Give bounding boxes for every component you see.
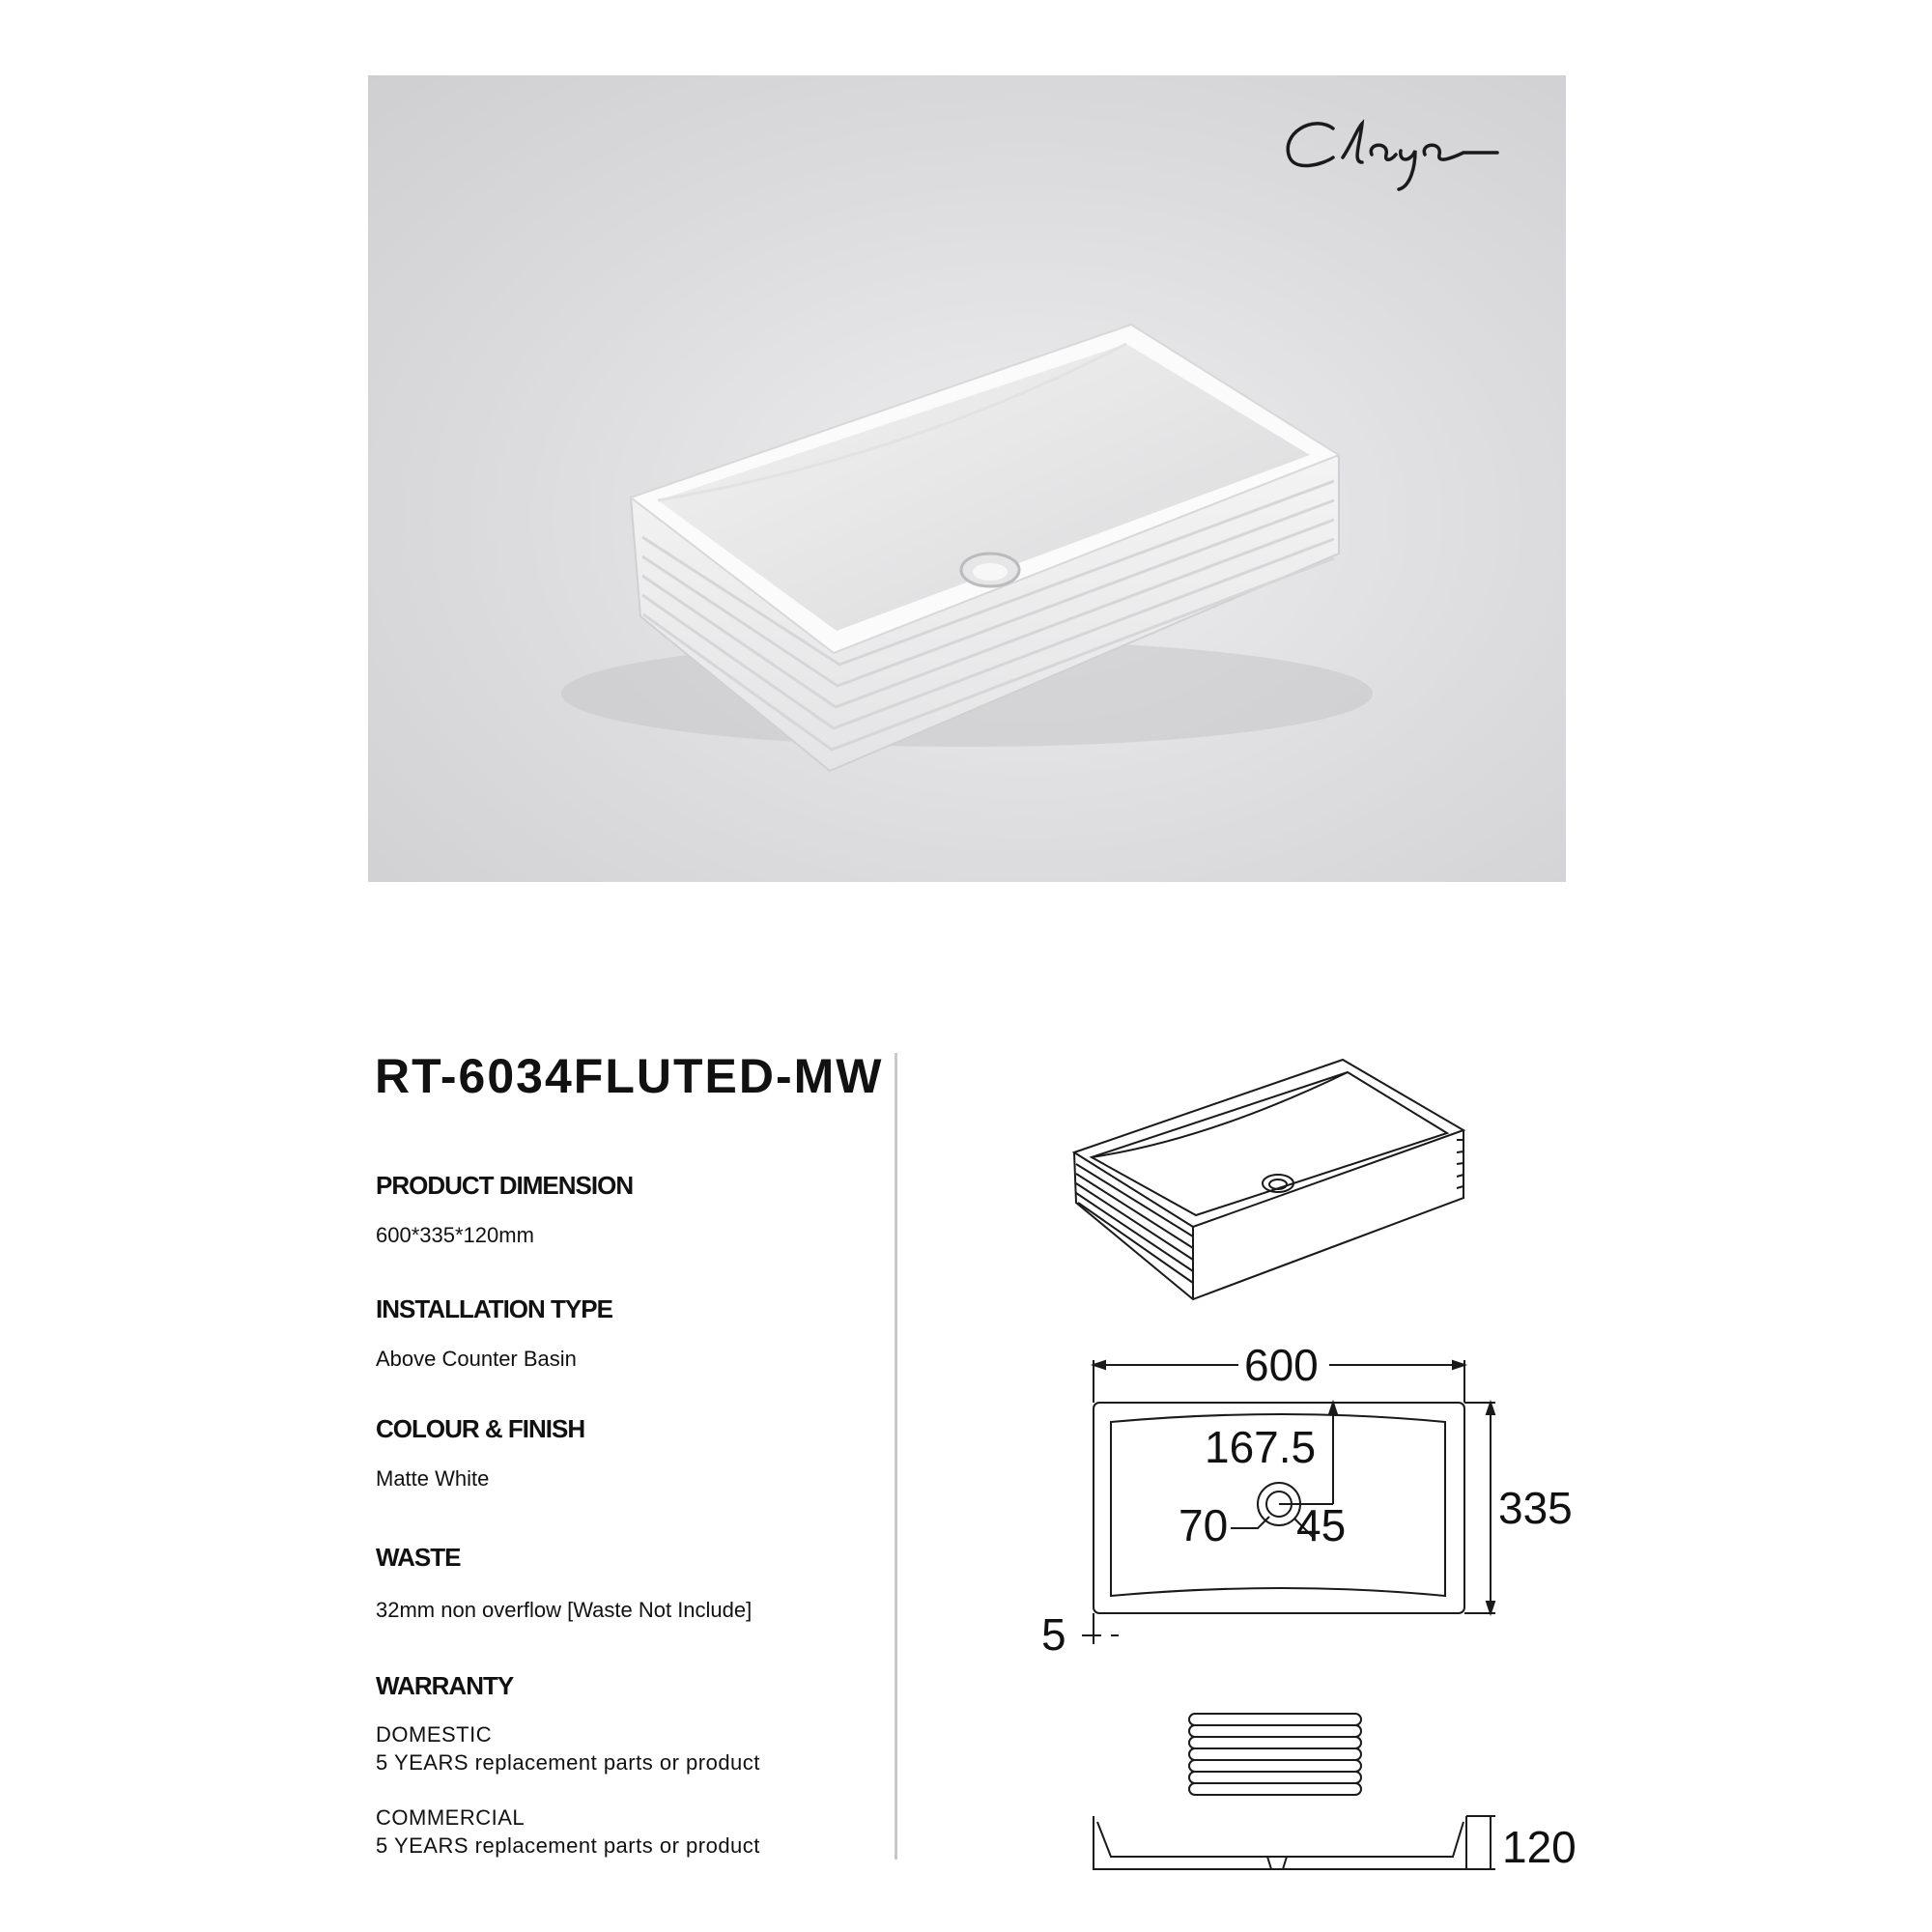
dim-height: 120 — [1502, 1822, 1577, 1872]
spec-value-waste: 32mm non overflow [Waste Not Include] — [376, 1598, 753, 1622]
spec-heading-warranty: WARRANTY — [376, 1671, 514, 1700]
dim-drain-offset: 167.5 — [1205, 1422, 1317, 1472]
dim-depth: 335 — [1498, 1483, 1573, 1533]
spec-heading-installation: INSTALLATION TYPE — [376, 1294, 612, 1323]
plan-view — [1082, 1360, 1495, 1644]
spec-heading-dimension: PRODUCT DIMENSION — [376, 1171, 634, 1200]
brand-logo — [1275, 104, 1546, 191]
model-title: RT-6034FLUTED-MW — [375, 1049, 884, 1103]
warranty-domestic-label: DOMESTIC — [376, 1722, 493, 1747]
warranty-domestic-value: 5 YEARS replacement parts or product — [376, 1750, 760, 1775]
front-view — [1189, 1714, 1361, 1795]
dim-drain-outer: 70 — [1179, 1500, 1229, 1550]
isometric-view — [1074, 1060, 1463, 1299]
dim-rim: 5 — [1041, 1609, 1066, 1660]
column-divider — [895, 1053, 897, 1860]
spec-value-colour: Matte White — [376, 1466, 490, 1491]
dim-drain-inner: 45 — [1296, 1500, 1347, 1550]
dim-width: 600 — [1244, 1340, 1319, 1390]
spec-value-installation: Above Counter Basin — [376, 1347, 577, 1371]
warranty-commercial-label: COMMERCIAL — [376, 1805, 526, 1830]
technical-drawing — [1005, 1043, 1584, 1874]
spec-value-dimension: 600*335*120mm — [376, 1223, 534, 1247]
section-view — [1094, 1816, 1495, 1869]
product-photo — [368, 75, 1566, 882]
spec-heading-waste: WASTE — [376, 1543, 461, 1572]
warranty-commercial-value: 5 YEARS replacement parts or product — [376, 1833, 760, 1858]
spec-heading-colour: COLOUR & FINISH — [376, 1414, 585, 1443]
